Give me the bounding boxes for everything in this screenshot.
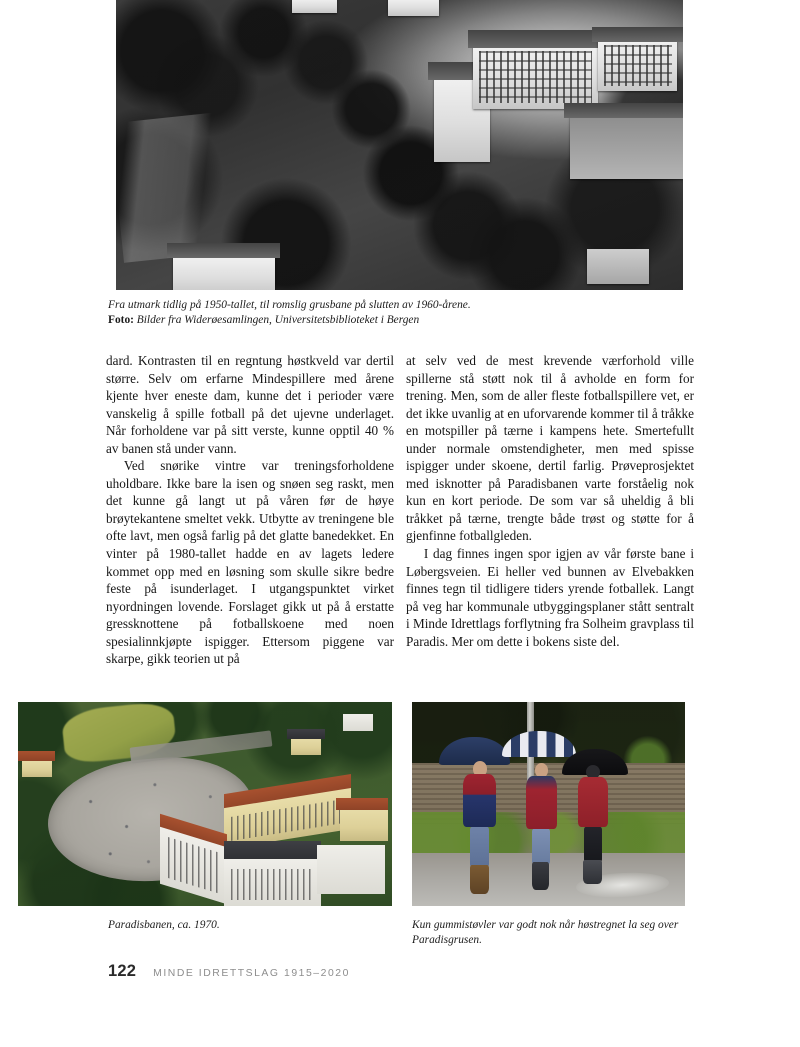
figure-top-caption [108,298,688,327]
figure-bottom-left-photo [18,702,392,906]
photo-person-right [576,765,611,883]
photo-house-upper-roof [287,729,324,739]
photo-building-topedge-2 [292,0,337,13]
figure-bottom-right-caption: Kun gummistøvler var godt nok når høstregnet la seg over Paradisgrusen. [412,919,679,946]
photo-house-left [22,759,52,777]
photo-yellow-annex [340,808,389,841]
photo-person-right-boots [583,860,602,884]
figure-bottom-right-photo [412,702,685,906]
photo-building-lower-roof [564,103,683,118]
running-head: MINDE IDRETTSLAG 1915–2020 [153,968,350,979]
paragraph: Ved snørike vintre var treningsforholdene uholdbare. Ikke bare la isen og snøen seg raskt, men det kunne gå langt ut på våren før de høye brøytekantene smeltet vekk. Utbytte av treningene ble ofte lavt, men også farlig på det glatte banedekket. En vinter på 1980-tallet hadde en av lagets ledere kommet opp med en løsning som skulle sikre bedre feste på isunderlaget. I utgangspunktet virket nyordningen lovende. Forslaget gikk ut på å erstatte gressknottene på fotballskoene med noen spesialinnkjøpte ispigger. Ettersom piggene var skarpe, gikk teorien ut på [106,458,394,667]
photo-person-right-trousers [584,827,602,862]
photo-person-left-jacket [463,774,496,827]
photo-dark-roof [224,841,321,861]
photo-person-middle-trousers [532,829,550,864]
photo-house-left-roof [18,751,55,761]
photo-house-white [343,714,373,730]
figure-top-aerial-photo [116,0,683,290]
photo-person-left [461,761,499,894]
photo-yellow-annex-roof [336,798,388,810]
paragraph: at selv ved de mest krevende værforhold ville spillerne stå støtt nok til å avholde en form for trening. Men, som de aller fleste fotballspillere vet, er det ikke uvanlig at en uforvarende kommer til å tråkke en motspiller på tærne i kampens hete. Smertefullt under normale omstendigheter, men med spisse ispigger under skoene, dertil farlig. Prøveprosjektet med isknotter på Paradisbanen varte forståelig nok kun en kort periode. De som var så uheldig å bli tråkket på tærne, trengte både trøst og støtte for å gjenfinne fotballgleden. [406,353,694,544]
photo-building-bottomright [587,249,649,284]
photo-building-topedge [388,0,439,16]
figure-top-caption-text: Fra utmark tidlig på 1950-tallet, til romslig grusbane på slutten av 1960-årene. [108,299,471,311]
photo-building-right-windows [604,45,672,86]
photo-white-block [317,845,384,894]
photo-building-foreground-roof [167,243,280,258]
body-column-right [406,352,694,650]
photo-clearing-area [116,95,395,263]
photo-person-left-trousers [470,827,490,867]
photo-house-upper [291,737,321,755]
figure-top-credit-label: Foto: [108,313,134,326]
paragraph: dard. Kontrasten til en regntung høstkveld var dertil større. Selv om erfarne Mindespillere med årene kjente hver eneste dam, kunne det i perioder være vanskelig å spille fotball på det ujevne underlaget. Når forholdene var på sitt verste, kunne opptil 40 % av banen stå under vann. [106,353,394,456]
photo-dark-roof-windows [231,869,313,900]
photo-building-right-roof [592,27,683,42]
photo-building-lower [570,115,683,179]
photo-building-main-roof [468,30,604,48]
photo-person-left-boots [470,865,489,894]
body-column-left [106,352,394,668]
page-number: 122 [108,962,137,980]
page-footer [108,962,350,981]
figure-bottom-left-caption: Paradisbanen, ca. 1970. [108,919,220,931]
photo-building-foreground [173,255,275,290]
photo-building-windows [479,51,592,104]
photo-person-middle [524,763,559,889]
figure-top-credit-text: Bilder fra Widerøesamlingen, Universitetsbiblioteket i Bergen [136,313,420,326]
paragraph: I dag finnes ingen spor igjen av vår første bane i Løbergsveien. Ei heller ved bunnen av Elvebakken finnes tegn til tidligere tiders yrende fotballek. Langt på veg har kommunale utbyggingsplaner stått sentralt i Minde Idrettlags forflytning fra Solheim gravplass til Paradis. Mer om dette i bokens siste del. [406,546,694,649]
photo-person-middle-jacket [526,776,557,829]
photo-person-middle-boots [532,862,550,890]
photo-person-right-jacket [578,777,609,827]
